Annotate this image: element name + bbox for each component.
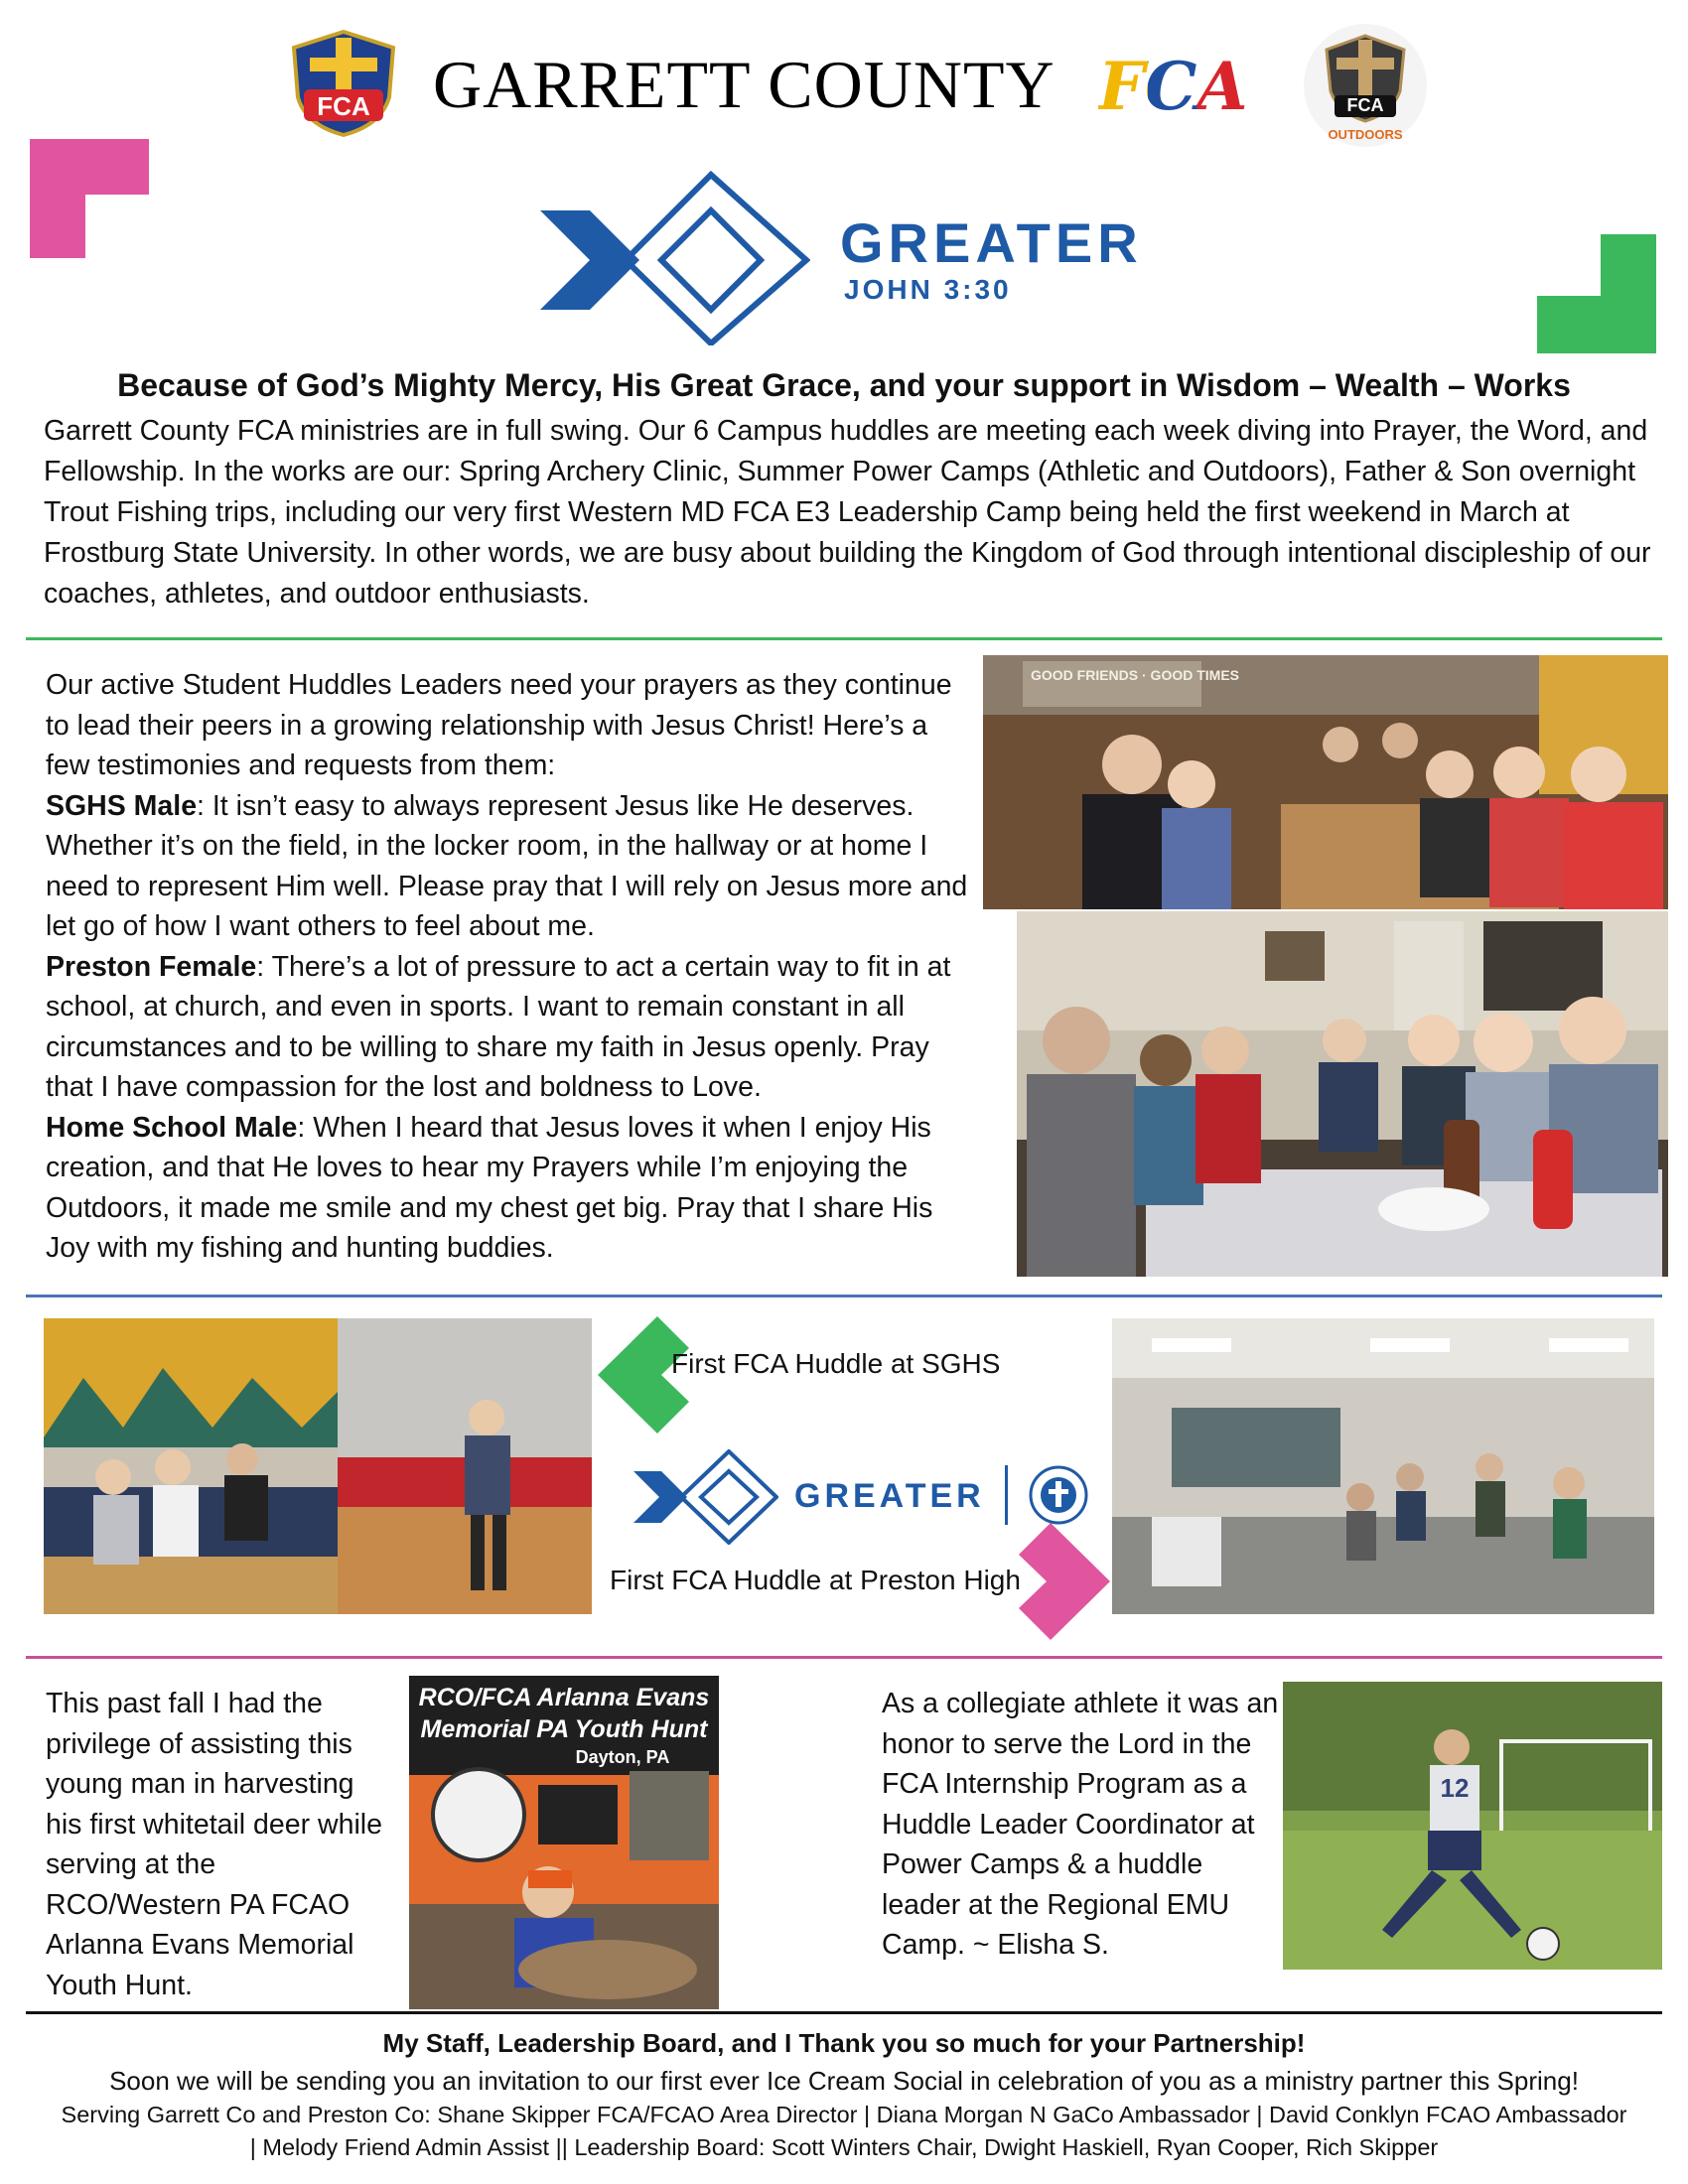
photo-huddle-restaurant [983, 655, 1668, 909]
huddles-text [46, 665, 979, 1269]
testimony-homeschool-label: Home School Male [46, 1111, 298, 1144]
fca-seal-icon [1029, 1465, 1088, 1525]
greater-divider-bar [1005, 1465, 1008, 1525]
fca-logo-left [286, 28, 401, 139]
testimony-preston-text: : There’s a lot of pressure to act a certain way to fit in at school, at church, and even in sports. I want to remain constant in all circumstances and to be willing to share my faith in Jesus openly. Pray that I have compassion for the lost and boldness to Love. [46, 950, 951, 1103]
footer-thanks: My Staff, Leadership Board, and I Thank you so much for your Partnership! [382, 2028, 1306, 2058]
story-hunt-text: This past fall I had the privilege of assisting this young man in harvesting his first whitetail deer while serving at the RCO/Western PA FCAO Arlanna Evans Memorial Youth Hunt. [46, 1688, 382, 2001]
divider-pink [26, 1656, 1662, 1659]
fca-outdoors-logo [1293, 22, 1438, 151]
greater-verse: JOHN 3:30 [844, 274, 1012, 305]
photo-huddle-breakfast [1017, 911, 1668, 1277]
photo-preston-classroom [1112, 1318, 1654, 1614]
fca-logo-left-text: FCA [317, 91, 370, 121]
photo-sign-text: GOOD FRIENDS · GOOD TIMES [1031, 667, 1240, 683]
intro-paragraph: Garrett County FCA ministries are in full swing. Our 6 Campus huddles are meeting each week diving into Prayer, the Word, and Fellowship. In the works are our: Spring Archery Clinic, Summer Power Camps (Athletic and Outdoors), Father & Son overnight Trout Fishing trips, including our very first Western MD FCA E3 Leadership Camp being held the first weekend in March at Frostburg State University. In other words, we are busy about building the Kingdom of God through intentional discipleship of our coaches, athletes, and outdoor enthusiasts. [44, 415, 1651, 610]
photo-sghs-student-gym [338, 1318, 592, 1614]
divider-blue [26, 1295, 1662, 1297]
story-athlete-text: As a collegiate athlete it was an honor to serve the Lord in the FCA Internship Program as a Huddle Leader Coordinator at Power Camps & a huddle leader at the Regional EMU Camp. ~ Elisha S. [882, 1688, 1279, 1961]
greater-small-word: GREATER [794, 1477, 985, 1515]
fca-outdoors-logo-text: FCA [1346, 95, 1384, 115]
green-corner-accent [1537, 234, 1656, 353]
caption-sghs: First FCA Huddle at SGHS [671, 1348, 1001, 1379]
banner-line-3: Dayton, PA [575, 1747, 670, 1767]
testimony-sghs-label: SGHS Male [46, 789, 198, 822]
photo-soccer-athlete [1283, 1682, 1662, 1970]
photo-youth-hunt [409, 1676, 719, 2009]
greater-small-mark [632, 1449, 778, 1545]
fca-script-text: FCA [1098, 48, 1248, 125]
greater-logo-mark [536, 171, 810, 345]
pink-chevron-accent [1019, 1523, 1110, 1640]
caption-preston: First FCA Huddle at Preston High [610, 1565, 1021, 1595]
page-title: GARRETT COUNTY [433, 47, 1055, 122]
footer-staff: Serving Garrett Co and Preston Co: Shane Skipper FCA/FCAO Area Director | Diana Morgan N GaCo Ambassador | David Conklyn FCAO Ambassador | Melody Friend Admin Assist || Leadership Board: Scott Winters Chair, Dwight Haskiell, Ryan Cooper, Rich Skipper [61, 2102, 1627, 2160]
testimony-sghs-text: : It isn’t easy to always represent Jesus like He deserves. Whether it’s on the field, in the locker room, in the hallway or at home I need to represent Him well. Please pray that I will rely on Jesus more and let go of how I want others to feel about me. [46, 789, 968, 942]
banner-line-2: Memorial PA Youth Hunt [420, 1715, 708, 1743]
footer-invite: Soon we will be sending you an invitation to our first ever Ice Cream Social in celebration of you as a ministry partner this Spring! [109, 2066, 1579, 2096]
greater-word: GREATER [840, 211, 1143, 274]
testimony-homeschool-text: : When I heard that Jesus loves it when I enjoy His creation, and that He loves to hear my Prayers while I’m enjoying the Outdoors, it made me smile and my chest get big. Pray that I share His Joy with my fishing and hunting buddies. [46, 1111, 933, 1264]
fca-outdoors-logo-sub: OUTDOORS [1328, 127, 1403, 142]
pink-corner-accent [30, 139, 149, 258]
page-title-fca [1098, 48, 1248, 125]
intro-heading: Because of God’s Mighty Mercy, His Great Grace, and your support in Wisdom – Wealth – Works [117, 367, 1571, 403]
photo-sghs-students-reading [44, 1318, 342, 1614]
divider-black [26, 2011, 1662, 2014]
divider-green [26, 637, 1662, 640]
huddles-intro: Our active Student Huddles Leaders need your prayers as they continue to lead their peers in a growing relationship with Jesus Christ! Here’s a few testimonies and requests from them: [46, 669, 952, 781]
testimony-preston-label: Preston Female [46, 950, 257, 983]
banner-line-1: RCO/FCA Arlanna Evans [418, 1684, 710, 1711]
jersey-number: 12 [1440, 1773, 1470, 1803]
